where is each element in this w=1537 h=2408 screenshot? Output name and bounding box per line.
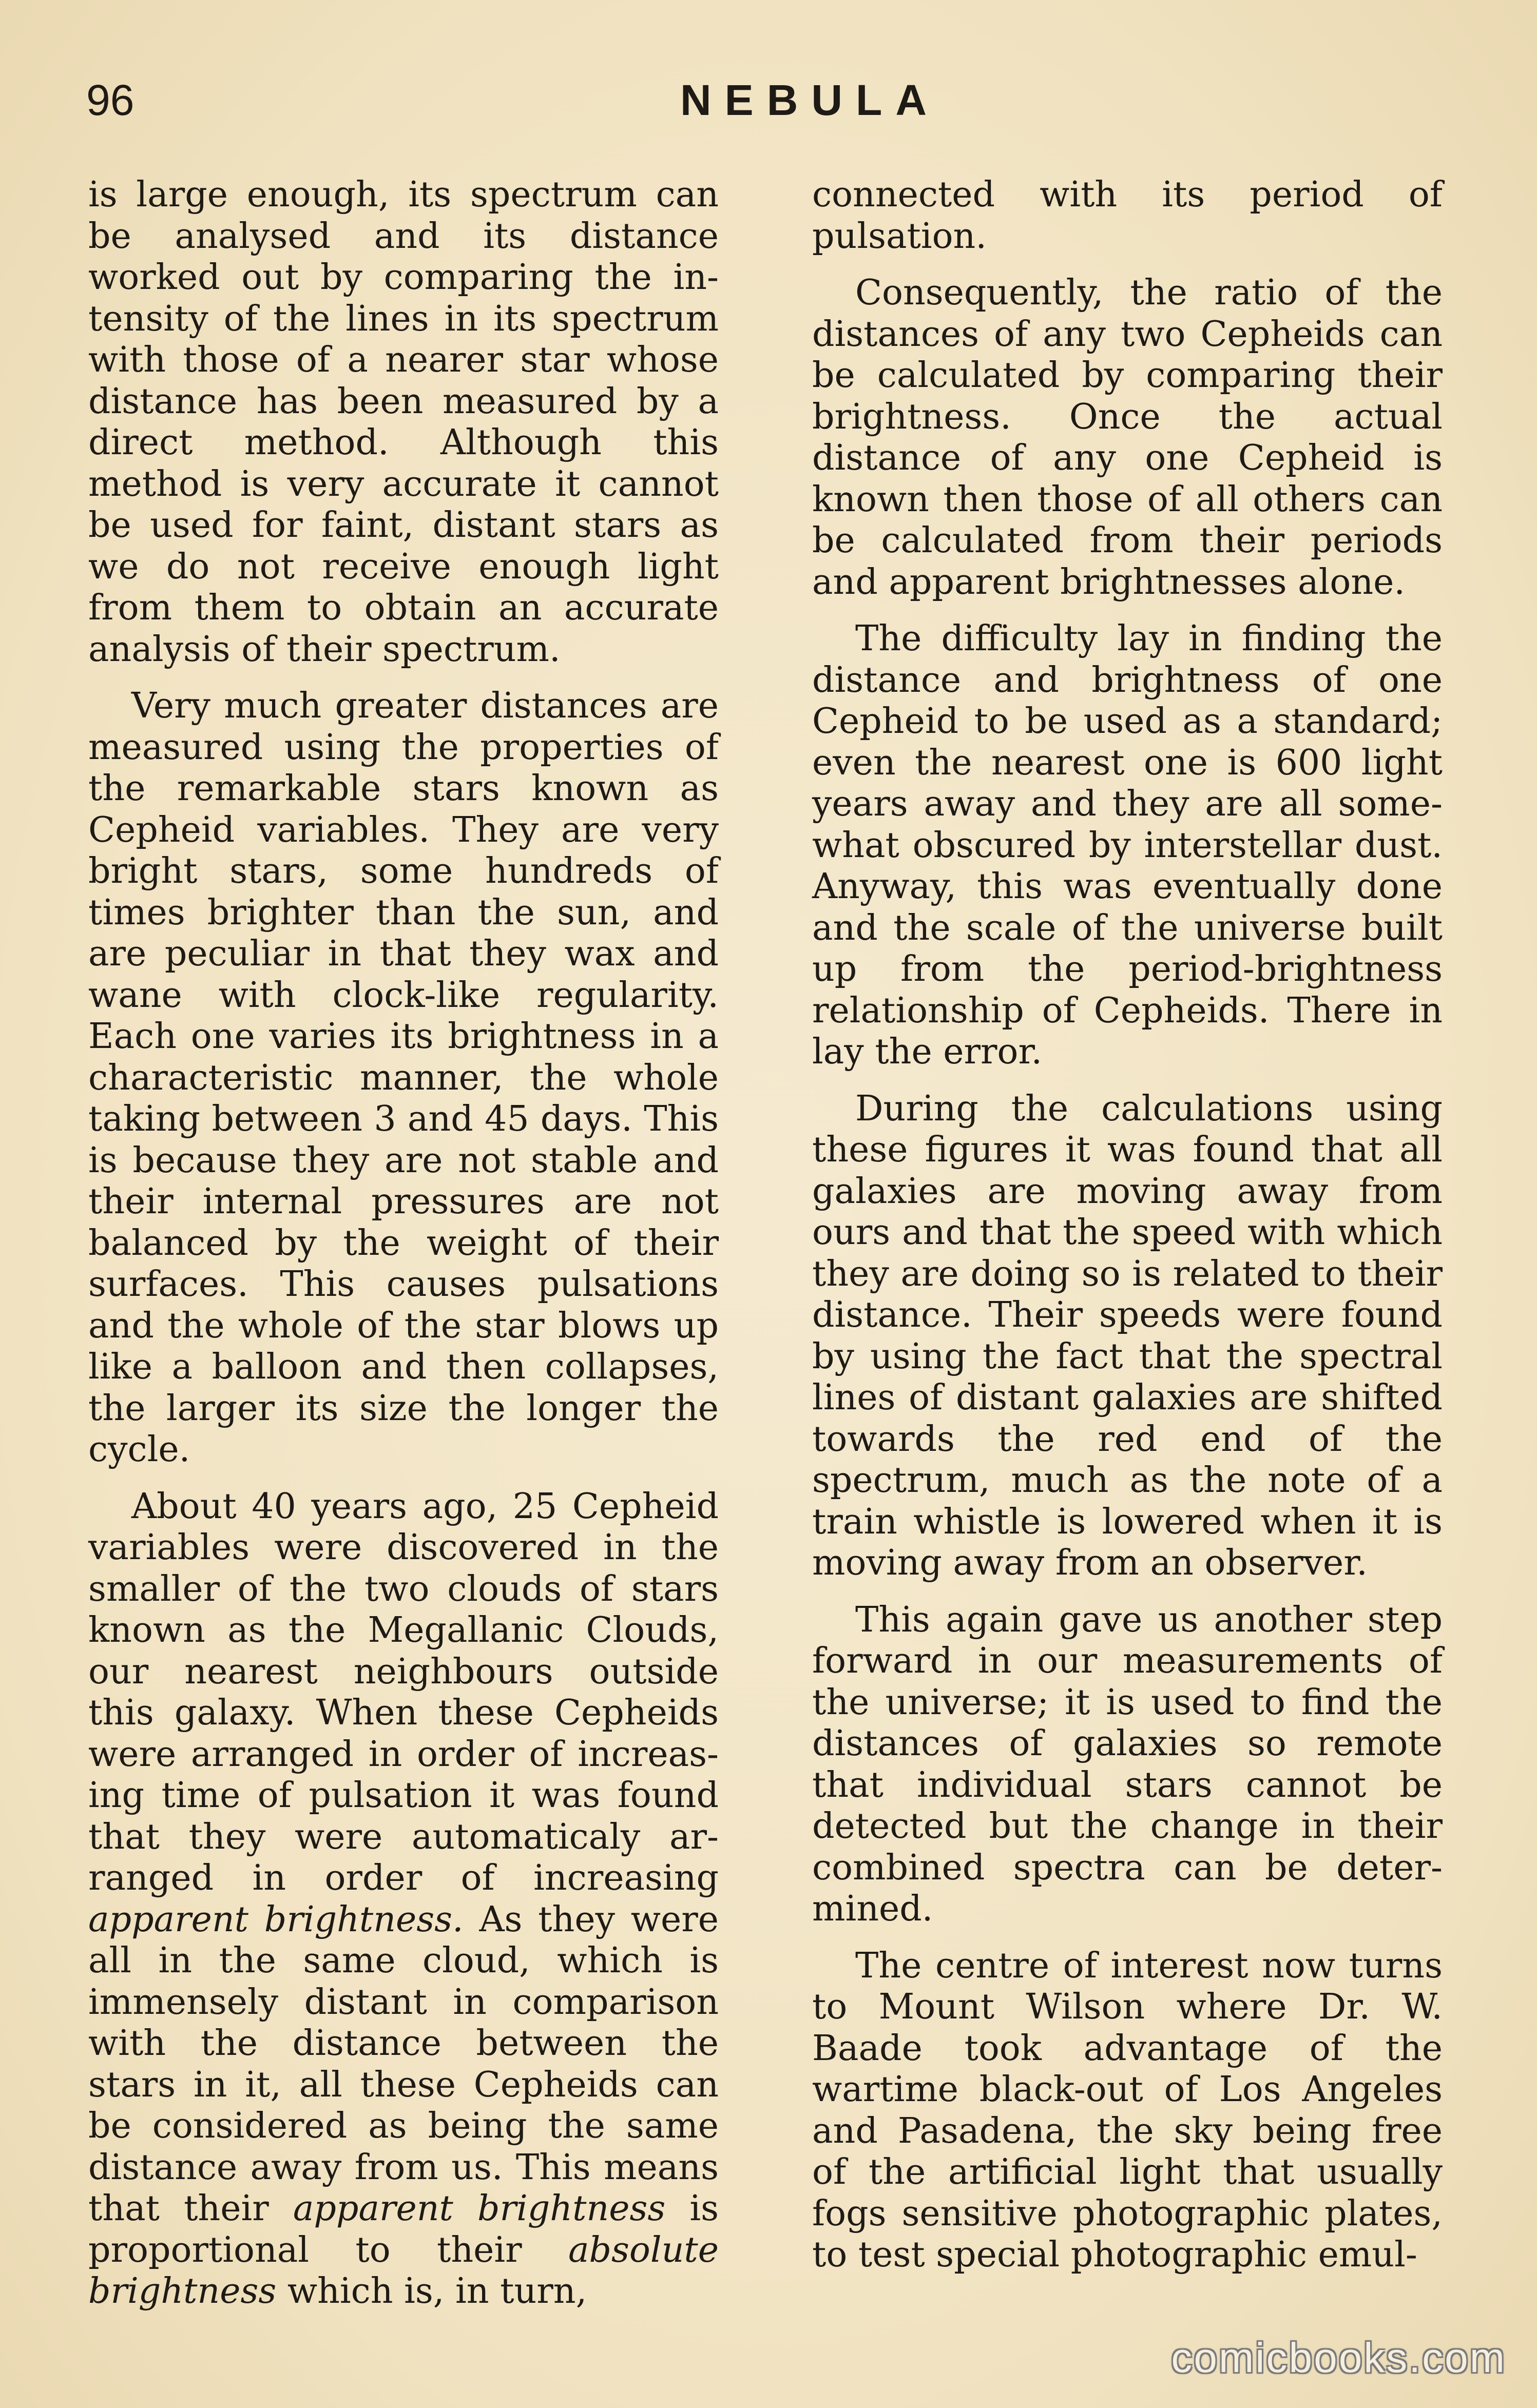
left-column [88, 174, 719, 2313]
text-run: is proportional to their [88, 2188, 719, 2270]
paragraph: connected with its period of pulsation. [812, 174, 1443, 257]
paragraph [88, 1486, 719, 2313]
text-run: which is, in turn, [276, 2271, 587, 2312]
text-run: As they were all in the same cloud, which is immensely distant in comparison with the distance between the stars in it, all these Cepheids can be considered as being the same distance away from us. This means that their [88, 1899, 719, 2229]
paragraph: Very much greater distances are measured using the properties of the remarkable stars known as Cepheid variables. They are very bright stars, some hundreds of times brighter than the sun, and are peculiar in that they wax and wane with clock-like regularity. Each one varies its brightness in a characteristic manner, the whole taking between 3 and 45 days. This is because they are not stable and their internal pressures are not balanced by the weight of their surfaces. This causes pulsations and the whole of the star blows up like a balloon and then collapses, the larger its size the longer the cycle. [88, 686, 719, 1470]
text-run: About 40 years ago, 25 Cepheid variables were discovered in the smaller of the two clouds of stars known as the Megallanic Clouds, our nearest neighbours outside this galaxy. When these Cepheids were arranged in order of increasing time of pulsation it was found that they were automaticaly arranged in order of increasing [88, 1486, 719, 1898]
page-header [86, 72, 1452, 128]
paragraph: This again gave us another step forward in our measurements of the universe; it is used to find the distances of galaxies so remote that individual stars cannot be detected but the change in their combined spectra can be determined. [812, 1599, 1443, 1929]
emphasis-text: absolute brightness [88, 2229, 719, 2312]
running-title: NEBULA [680, 76, 940, 124]
emphasis-text: apparent brightness. [88, 1899, 464, 1940]
right-column [812, 174, 1443, 2276]
paragraph: is large enough, its spectrum can be analysed and its distance worked out by comparing the intensity of the lines in its spectrum with those of a nearer star whose distance has been measured by a direct method. Although this method is very accurate it cannot be used for faint, distant stars as we do not receive enough light from them to obtain an accurate analysis of their spectrum. [88, 174, 719, 670]
watermark-logo: comicbooks.com [1171, 2335, 1506, 2381]
paragraph: During the calculations using these figures it was found that all galaxies are moving away from ours and that the speed with which they are doing so is related to their distance. Their speeds were found by using the fact that the spectral lines of distant galaxies are shifted towards the red end of the spectrum, much as the note of a train whistle is lowered when it is moving away from an observer. [812, 1088, 1443, 1583]
emphasis-text: apparent brightness [293, 2188, 666, 2229]
paragraph: Consequently, the ratio of the distances of any two Cepheids can be calculated by comparing their brightness. Once the actual distance of any one Cepheid is known then those of all others can be calculated from their periods and apparent brightnesses alone. [812, 273, 1443, 603]
paragraph: The difficulty lay in finding the distance and brightness of one Cepheid to be used as a standard; even the nearest one is 600 light years away and they are all somewhat obscured by interstellar dust. Anyway, this was eventually done and the scale of the universe built up from the period-brightness relationship of Cepheids. There in lay the error. [812, 618, 1443, 1072]
page-number: 96 [86, 76, 135, 124]
paragraph: The centre of interest now turns to Mount Wilson where Dr. W. Baade took advantage of the wartime black-out of Los Angeles and Pasadena, the sky being free of the artificial light that usually fogs sensitive photographic plates, to test special photographic emul- [812, 1945, 1443, 2275]
